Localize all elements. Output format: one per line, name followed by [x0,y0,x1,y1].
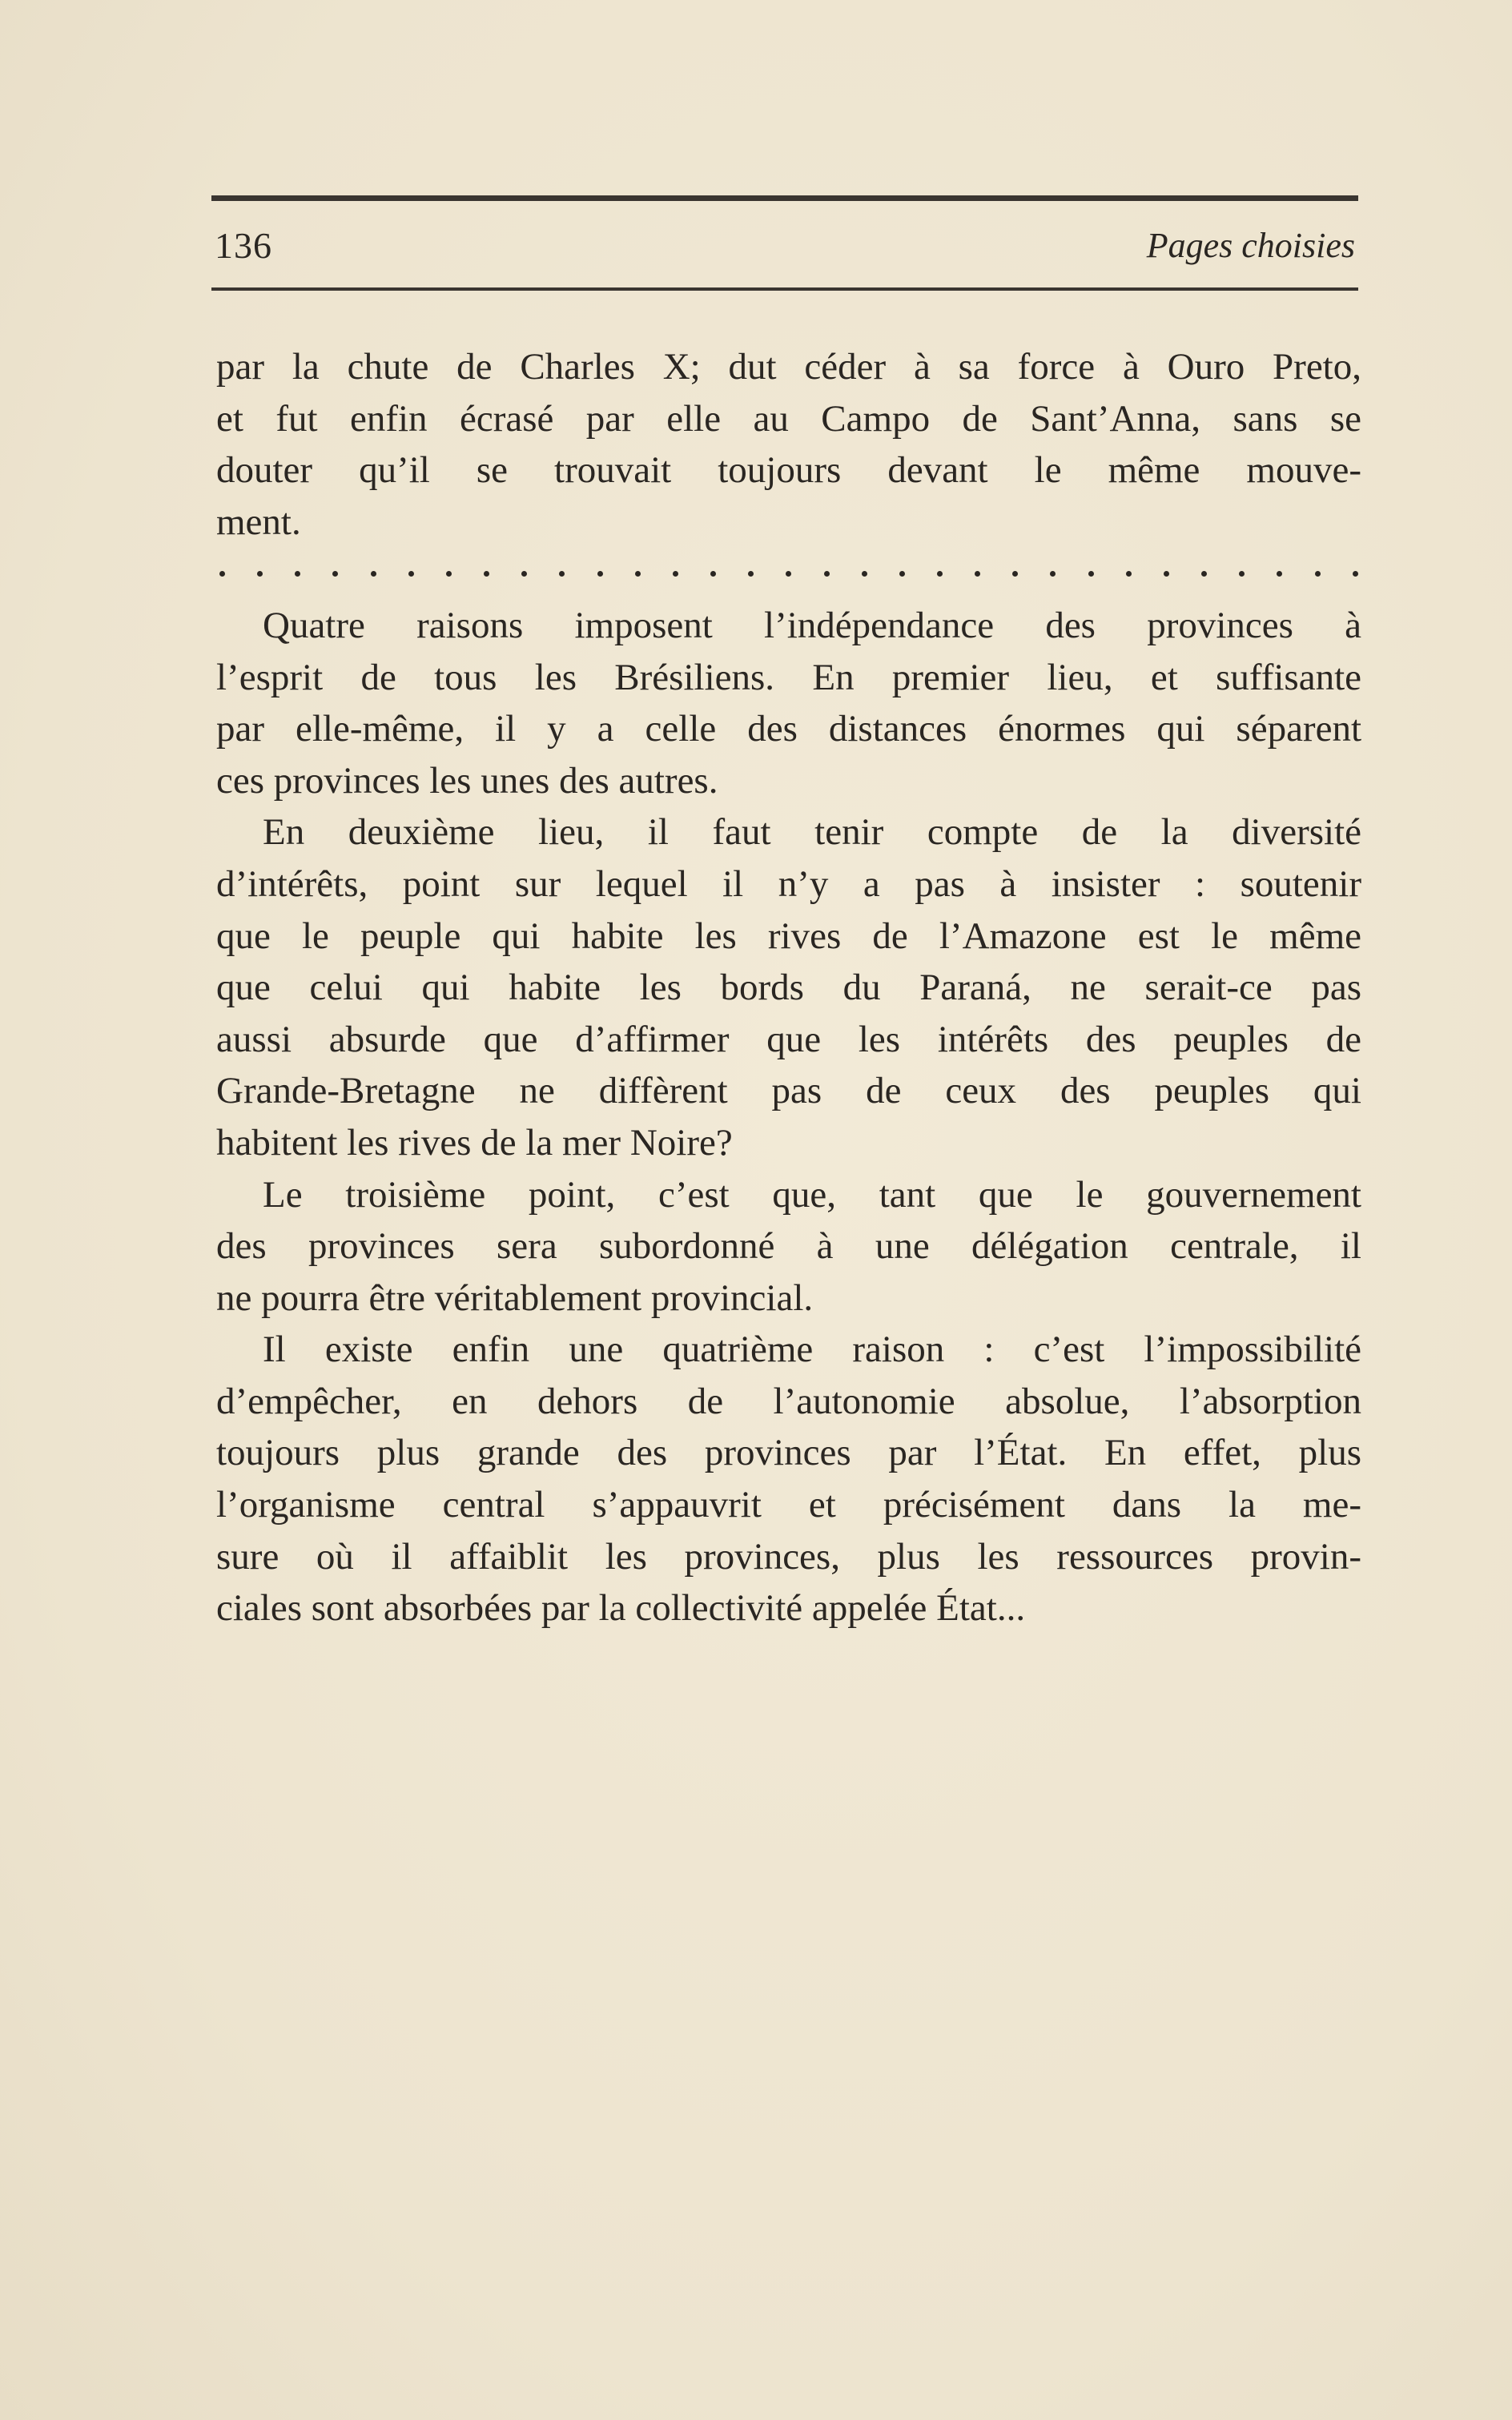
text-line: aussi absurde que d’affirmer que les intérêts des peuples de [216,1018,1361,1060]
text-line: ne pourra être véritablement provincial. [216,1276,814,1319]
text-line: sure où il affaiblit les provinces, plus les ressources provin- [216,1535,1361,1578]
text-line: l’esprit de tous les Brésiliens. En premier lieu, et suffisante [216,656,1361,698]
paragraph-5 [216,1324,1361,1634]
header-rule-bottom [211,287,1358,291]
running-head [211,218,1358,274]
header-rule-top [211,195,1358,201]
text-line: que celui qui habite les bords du Paraná, ne serait-ce pas [216,967,1361,1009]
paragraph-1 [216,341,1361,548]
text-line: ces provinces les unes des autres. [216,759,718,802]
page-number: 136 [215,225,272,266]
paragraph-2 [216,600,1361,806]
text-line: Le troisième point, c’est que, tant que le gouvernement [263,1173,1361,1216]
text-line: Quatre raisons imposent l’indépendance des provinces à [263,604,1361,646]
text-line: que le peuple qui habite les rives de l’Amazone est le même [216,915,1361,957]
text-line: douter qu’il se trouvait toujours devant le même mouve- [216,449,1361,492]
text-line: d’intérêts, point sur lequel il n’y a pas à insister : soutenir [216,862,1361,905]
text-line: des provinces sera subordonné à une délégation centrale, il [216,1225,1361,1268]
paragraph-3 [216,806,1361,1168]
text-line: par elle-même, il y a celle des distances énormes qui séparent [216,708,1361,750]
text-line: En deuxième lieu, il faut tenir compte de la diversité [263,811,1361,854]
text-line: par la chute de Charles X; dut céder à sa force à Ouro Preto, [216,346,1361,388]
text-line: habitent les rives de la mer Noire? [216,1121,733,1164]
body-text [216,341,1361,1634]
text-line: l’organisme central s’appauvrit et précisément dans la me- [216,1484,1361,1526]
ellipsis-divider [216,548,1361,600]
text-line: et fut enfin écrasé par elle au Campo de Sant’Anna, sans se [216,397,1361,440]
text-line: d’empêcher, en dehors de l’autonomie absolue, l’absorption [216,1380,1361,1422]
text-line: toujours plus grande des provinces par l’État. En effet, plus [216,1432,1361,1474]
text-line: ment. [216,500,301,543]
text-line: Il existe enfin une quatrième raison : c’est l’impossibilité [263,1329,1361,1371]
running-title: Pages choisies [1146,226,1355,265]
text-line: Grande-Bretagne ne diffèrent pas de ceux des peuples qui [216,1070,1361,1112]
paragraph-4 [216,1169,1361,1325]
text-line: ciales sont absorbées par la collectivité appelée État... [216,1587,1026,1630]
